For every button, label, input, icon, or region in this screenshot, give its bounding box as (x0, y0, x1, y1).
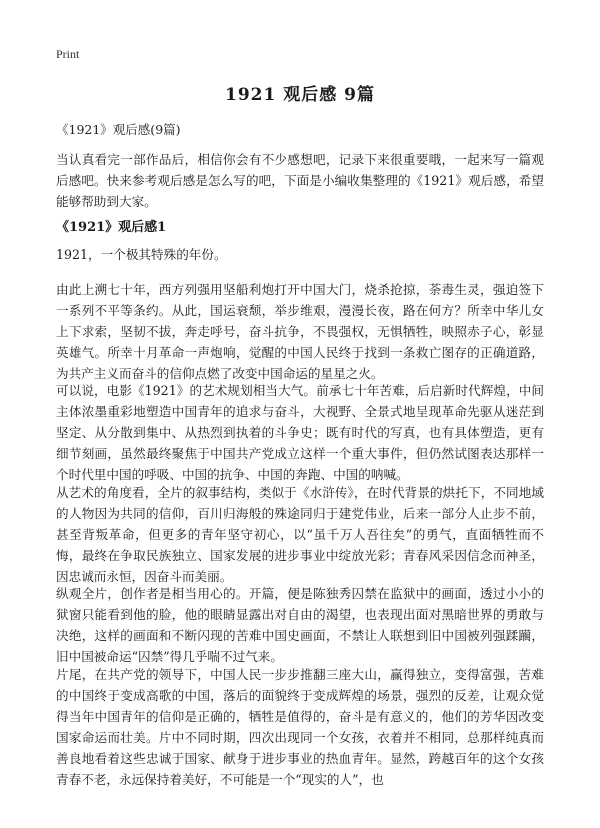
section-heading: 《1921》观后感1 (56, 220, 167, 235)
paragraph: 从艺术的角度看，全片的叙事结构，类似于《水浒传》，在时代背景的烘托下，不同地域的人物因为共同的信仰，百川归海般的殊途同归于建党伟业，后来一部分人止步不前，甚至背叛革命，但更多的青年坚守初心，以“虽千万人吾往矣”的勇气，直面牺牲而不悔，最终在争取民族独立、国家发展的进步事业中绽放光彩；青春风采因信念而神圣，因忠诚而永恒，因奋斗而美丽。 (56, 485, 544, 584)
paragraph: 片尾，在共产党的领导下，中国人民一步步推翻三座大山，赢得独立，变得富强，苦难的中国终于变成高歌的中国，落后的面貌终于变成辉煌的场景，强烈的反差，让观众觉得当年中国青年的信仰是正确的，牺牲是值得的，奋斗是有意义的，他们的芳华因改变国家命运而壮美。片中不同时期，四次出现同一个女孩，衣着并不相同，总那样纯真而善良地看着这些忠诚于国家、献身于进步事业的热血青年。显然，跨越百年的这个女孩青春不老，永远保持着美好，不可能是一个“现实的人”，也 (56, 667, 544, 787)
paragraph: 可以说，电影《1921》的艺术规划相当大气。前承七十年苦难，后启新时代辉煌，中间主体浓墨重彩地塑造中国青年的追求与奋斗，大视野、全景式地呈现革命先驱从迷茫到坚定、从分散到集中、从热烈到执着的斗争史；既有时代的写真，也有具体塑造，更有细节刻画，虽然最终聚焦于中国共产党成立这样一个重大事件，但仍然试图表达那样一个时代里中国的呼吸、中国的抗争、中国的奔跑、中国的呐喊。 (56, 383, 544, 482)
paragraph: 纵观全片，创作者是相当用心的。开篇，便是陈独秀囚禁在监狱中的画面，透过小小的狱窗只能看到他的脸，他的眼睛显露出对自由的渴望，也表现出面对黑暗世界的勇敢与决绝，这样的画面和不断闪现的苦难中国史画面，不禁让人联想到旧中国被列强蹂躏，旧中国被命运“囚禁”得几乎喘不过气来。 (56, 586, 544, 664)
subtitle: 《1921》观后感(9篇) (56, 122, 181, 137)
page-title: 1921 观后感 9篇 (225, 85, 375, 105)
paragraph: 由此上溯七十年，西方列强用坚船利炮打开中国大门，烧杀抢掠，荼毒生灵，强迫签下一系列不平等条约。从此，国运衰颓，举步维艰，漫漫长夜，路在何方？所幸中华儿女上下求索，坚韧不拔，奔走呼号，奋斗抗争，不畏强权，无惧牺牲，映照赤子心，彰显英雄气。所幸十月革命一声炮响，觉醒的中国人民终于找到一条救亡图存的正确道路，为共产主义而奋斗的信仰点燃了改变中国命运的星星之火。 (56, 282, 544, 381)
intro-paragraph: 当认真看完一部作品后，相信你会有不少感想吧，记录下来很重要哦，一起来写一篇观后感吧。快来参考观后感是怎么写的吧，下面是小编收集整理的《1921》观后感，希望能够帮助到大家。 (56, 152, 544, 209)
paragraph: 1921，一个极其特殊的年份。 (56, 247, 227, 262)
print-link[interactable]: Print (56, 47, 80, 61)
